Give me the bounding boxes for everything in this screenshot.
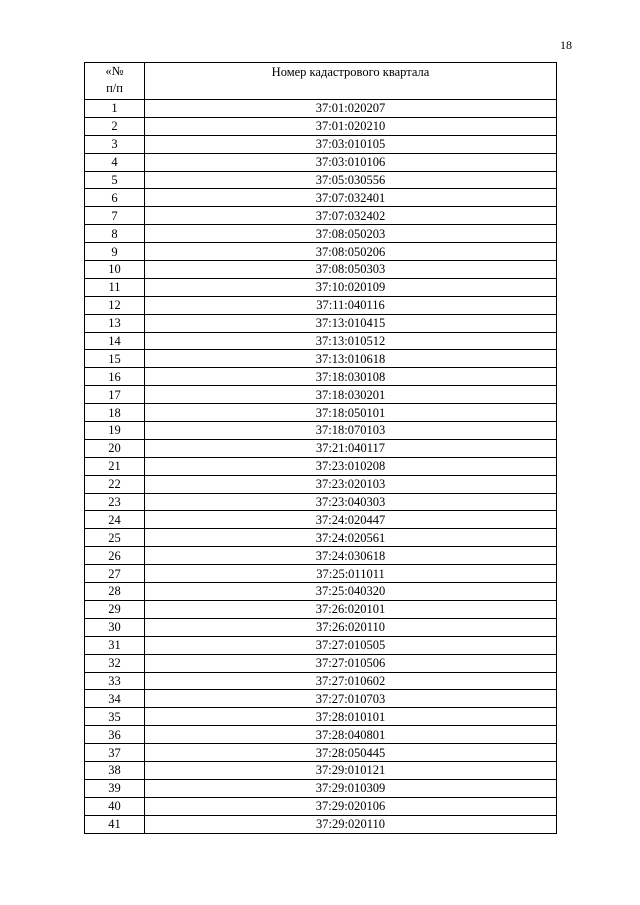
cadastral-number-cell: 37:29:010121 (145, 761, 557, 779)
cadastral-number-cell: 37:18:030108 (145, 368, 557, 386)
row-number-cell: 22 (85, 475, 145, 493)
row-number-cell: 26 (85, 547, 145, 565)
cadastral-number-cell: 37:07:032402 (145, 207, 557, 225)
cadastral-number-cell: 37:27:010602 (145, 672, 557, 690)
table-header-row (85, 63, 557, 100)
row-number-cell: 24 (85, 511, 145, 529)
cadastral-number-cell: 37:24:020447 (145, 511, 557, 529)
cadastral-number-cell: 37:26:020110 (145, 618, 557, 636)
table-row (85, 547, 557, 565)
cadastral-table-container (84, 62, 557, 834)
cadastral-number-cell: 37:27:010505 (145, 636, 557, 654)
table-row (85, 207, 557, 225)
table-row (85, 708, 557, 726)
row-number-cell: 8 (85, 225, 145, 243)
cadastral-number-cell: 37:24:020561 (145, 529, 557, 547)
row-number-cell: 34 (85, 690, 145, 708)
row-number-cell: 2 (85, 117, 145, 135)
column-header-number-line1: «№ (105, 64, 124, 78)
table-row (85, 368, 557, 386)
row-number-cell: 29 (85, 600, 145, 618)
page-number: 18 (560, 38, 572, 52)
row-number-cell: 35 (85, 708, 145, 726)
row-number-cell: 11 (85, 278, 145, 296)
table-row (85, 386, 557, 404)
row-number-cell: 39 (85, 779, 145, 797)
row-number-cell: 1 (85, 100, 145, 118)
column-header-number-line2: п/п (106, 81, 123, 95)
table-row (85, 797, 557, 815)
row-number-cell: 12 (85, 296, 145, 314)
row-number-cell: 15 (85, 350, 145, 368)
table-row (85, 654, 557, 672)
table-row (85, 296, 557, 314)
row-number-cell: 18 (85, 404, 145, 422)
row-number-cell: 17 (85, 386, 145, 404)
cadastral-number-cell: 37:23:040303 (145, 493, 557, 511)
cadastral-number-cell: 37:08:050206 (145, 243, 557, 261)
table-row (85, 278, 557, 296)
cadastral-number-cell: 37:28:050445 (145, 744, 557, 762)
table-row (85, 350, 557, 368)
cadastral-number-cell: 37:29:010309 (145, 779, 557, 797)
row-number-cell: 37 (85, 744, 145, 762)
row-number-cell: 9 (85, 243, 145, 261)
table-row (85, 815, 557, 833)
cadastral-number-cell: 37:25:011011 (145, 565, 557, 583)
row-number-cell: 28 (85, 583, 145, 601)
row-number-cell: 27 (85, 565, 145, 583)
row-number-cell: 20 (85, 439, 145, 457)
cadastral-number-cell: 37:29:020110 (145, 815, 557, 833)
row-number-cell: 21 (85, 457, 145, 475)
table-row (85, 243, 557, 261)
row-number-cell: 25 (85, 529, 145, 547)
cadastral-number-cell: 37:03:010105 (145, 135, 557, 153)
row-number-cell: 5 (85, 171, 145, 189)
table-row (85, 511, 557, 529)
cadastral-number-cell: 37:21:040117 (145, 439, 557, 457)
cadastral-number-cell: 37:28:040801 (145, 726, 557, 744)
row-number-cell: 13 (85, 314, 145, 332)
row-number-cell: 32 (85, 654, 145, 672)
row-number-cell: 7 (85, 207, 145, 225)
table-row (85, 189, 557, 207)
table-row (85, 779, 557, 797)
cadastral-number-cell: 37:13:010512 (145, 332, 557, 350)
row-number-cell: 14 (85, 332, 145, 350)
table-row (85, 332, 557, 350)
table-row (85, 636, 557, 654)
table-row (85, 726, 557, 744)
cadastral-number-cell: 37:23:010208 (145, 457, 557, 475)
cadastral-number-cell: 37:10:020109 (145, 278, 557, 296)
table-row (85, 225, 557, 243)
table-row (85, 761, 557, 779)
cadastral-number-cell: 37:25:040320 (145, 583, 557, 601)
row-number-cell: 23 (85, 493, 145, 511)
table-row (85, 422, 557, 440)
cadastral-number-cell: 37:07:032401 (145, 189, 557, 207)
table-header (85, 63, 557, 100)
cadastral-number-cell: 37:29:020106 (145, 797, 557, 815)
table-row (85, 439, 557, 457)
cadastral-number-cell: 37:08:050303 (145, 261, 557, 279)
row-number-cell: 4 (85, 153, 145, 171)
cadastral-number-cell: 37:11:040116 (145, 296, 557, 314)
cadastral-number-cell: 37:13:010618 (145, 350, 557, 368)
cadastral-number-cell: 37:24:030618 (145, 547, 557, 565)
table-row (85, 690, 557, 708)
cadastral-number-cell: 37:27:010506 (145, 654, 557, 672)
cadastral-number-cell: 37:18:030201 (145, 386, 557, 404)
row-number-cell: 38 (85, 761, 145, 779)
row-number-cell: 30 (85, 618, 145, 636)
table-row (85, 135, 557, 153)
cadastral-number-cell: 37:03:010106 (145, 153, 557, 171)
cadastral-number-cell: 37:26:020101 (145, 600, 557, 618)
cadastral-number-cell: 37:13:010415 (145, 314, 557, 332)
table-row (85, 171, 557, 189)
cadastral-number-cell: 37:28:010101 (145, 708, 557, 726)
cadastral-number-cell: 37:01:020207 (145, 100, 557, 118)
table-row (85, 529, 557, 547)
table-row (85, 117, 557, 135)
row-number-cell: 19 (85, 422, 145, 440)
table-row (85, 261, 557, 279)
cadastral-number-cell: 37:01:020210 (145, 117, 557, 135)
table-row (85, 404, 557, 422)
table-row (85, 565, 557, 583)
cadastral-number-cell: 37:18:050101 (145, 404, 557, 422)
column-header-cadastral-number: Номер кадастрового квартала (145, 63, 557, 100)
table-body (85, 100, 557, 834)
table-row (85, 583, 557, 601)
row-number-cell: 6 (85, 189, 145, 207)
table-row (85, 457, 557, 475)
table-row (85, 672, 557, 690)
table-row (85, 100, 557, 118)
table-row (85, 475, 557, 493)
cadastral-number-cell: 37:05:030556 (145, 171, 557, 189)
table-row (85, 153, 557, 171)
table-row (85, 744, 557, 762)
column-header-number (85, 63, 145, 100)
table-row (85, 600, 557, 618)
cadastral-number-cell: 37:08:050203 (145, 225, 557, 243)
row-number-cell: 40 (85, 797, 145, 815)
row-number-cell: 41 (85, 815, 145, 833)
row-number-cell: 10 (85, 261, 145, 279)
row-number-cell: 3 (85, 135, 145, 153)
row-number-cell: 33 (85, 672, 145, 690)
row-number-cell: 16 (85, 368, 145, 386)
table-row (85, 618, 557, 636)
row-number-cell: 36 (85, 726, 145, 744)
cadastral-quarters-table (84, 62, 557, 834)
cadastral-number-cell: 37:23:020103 (145, 475, 557, 493)
table-row (85, 493, 557, 511)
row-number-cell: 31 (85, 636, 145, 654)
cadastral-number-cell: 37:27:010703 (145, 690, 557, 708)
table-row (85, 314, 557, 332)
cadastral-number-cell: 37:18:070103 (145, 422, 557, 440)
